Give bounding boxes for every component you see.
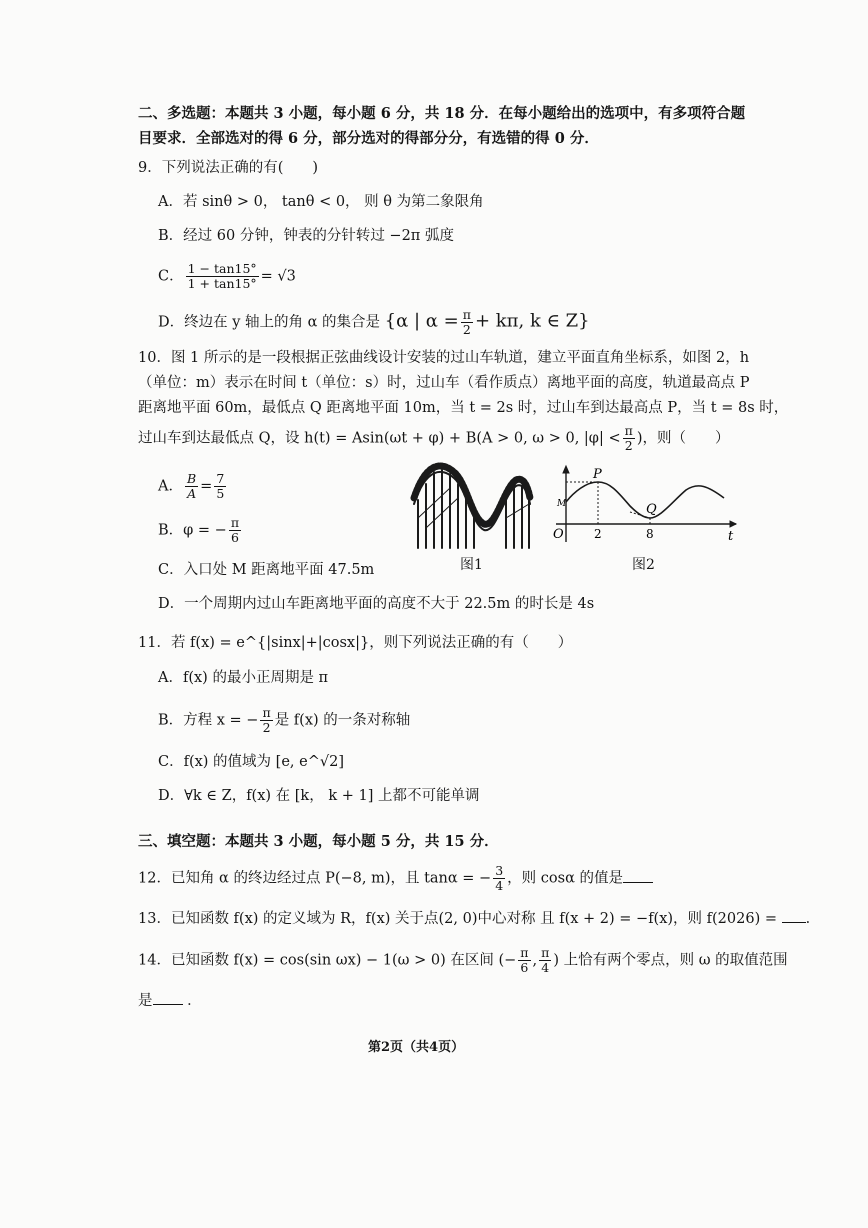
figure1-caption: 图1 [460, 557, 483, 573]
figure2-label-m: M [557, 499, 567, 509]
figure2-tick-2: 2 [594, 527, 602, 541]
q10-option-c: C．入口处 M 距离地平面 47.5m [158, 562, 375, 578]
q14-line1: 14．已知函数 f(x) = cos(sin ωx) − 1(ω > 0) 在区间 (− $\frac{\pi}{6}$ , $\frac{\pi}{4}$ ) 上恰有两个零点，则 ω 的取值范围 [138, 945, 788, 975]
q11-option-a: A．f(x) 的最小正周期是 π [158, 670, 329, 686]
q10-option-d: D．一个周期内过山车距离地平面的高度不大于 22.5m 的时长是 4s [158, 596, 595, 612]
q9-option-a: A．若 sinθ > 0， tanθ < 0， 则 θ 为第二象限角 [158, 194, 484, 210]
section-2-header-line2: 目要求．全部选对的得 6 分，部分选对的得部分分，有选错的得 0 分． [138, 130, 599, 147]
q10-line4: 过山车到达最低点 Q，设 h(t) = Asin(ωt + φ) + B(A > 0, ω > 0, |φ| < $\frac{\pi}{2}$ )，则（ ） [138, 423, 730, 453]
figure2-caption: 图2 [632, 557, 655, 573]
figure2-label-p: P [593, 467, 602, 482]
figure2-label-o: O [553, 527, 564, 542]
section-2-header-line1: 二、多选题：本题共 3 小题，每小题 6 分，共 18 分．在每小题给出的选项中，有多项符合题 [138, 105, 746, 122]
q11-option-c: C．f(x) 的值域为 [e, e^√2] [158, 754, 344, 770]
q11-option-d: D．∀k ∈ Z，f(x) 在 [k， k + 1] 上都不可能单调 [158, 788, 480, 804]
figure2-label-q: Q [646, 502, 657, 517]
q9-option-d: D．终边在 y 轴上的角 α 的集合是 {α | α = $\frac{\pi}{2}$ + kπ, k ∈ Z} [158, 307, 590, 337]
figure2-tick-8: 8 [646, 527, 654, 541]
q9-c-fraction: $\frac{1 - \tan 15^\circ}{1 + \tan 15^\circ}$ [187, 261, 257, 291]
section-3-header: 三、填空题：本题共 3 小题，每小题 5 分，共 15 分． [138, 833, 499, 850]
q9-option-b: B．经过 60 分钟，钟表的分针转过 −2π 弧度 [158, 228, 454, 244]
q14-answer-blank [153, 990, 183, 1005]
figure2-axis-t: t [728, 529, 734, 544]
q9-stem: 9．下列说法正确的有( ) [138, 160, 319, 176]
q10-option-b: B．φ = − $\frac{\pi}{6}$ [158, 515, 240, 545]
q12: 12．已知角 α 的终边经过点 P(−8, m)，且 tanα = − $\frac{3}{4}$ ，则 cosα 的值是 [138, 864, 653, 893]
q10-line3: 距离地平面 60m，最低点 Q 距离地平面 10m，当 t = 2s 时，过山车到达最高点 P，当 t = 8s 时， [138, 400, 789, 416]
q13-answer-blank [782, 908, 806, 923]
q12-answer-blank [623, 868, 653, 883]
figure1-roller-coaster-image [408, 458, 534, 550]
q10-line1: 10．图 1 所示的是一段根据正弦曲线设计安装的过山车轨道，建立平面直角坐标系，如图 2，h [138, 350, 750, 366]
q13: 13．已知函数 f(x) 的定义域为 R，f(x) 关于点(2, 0)中心对称 且 f(x + 2) = −f(x)，则 f(2026) = ． [138, 908, 820, 929]
q9-option-c: C． $\frac{1 - \tan 15^\circ}{1 + \tan 15^\circ}$ = √3 [158, 261, 296, 291]
q14-line2: 是 ． [138, 990, 202, 1011]
q10-line2: （单位：m）表示在时间 t（单位：s）时，过山车（看作质点）离地平面的高度，轨道最高点 P [138, 375, 750, 391]
q11-stem: 11．若 f(x) = e^{|sinx|+|cosx|}，则下列说法正确的有（ ） [138, 635, 573, 651]
q10-option-a: A． $\frac{B}{A}$ = $\frac{7}{5}$ [158, 471, 225, 501]
q11-option-b: B．方程 x = − $\frac{\pi}{2}$ 是 f(x) 的一条对称轴 [158, 705, 411, 735]
page-footer: 第2页（共4页） [368, 1040, 465, 1055]
figure2-sine-graph [548, 462, 744, 548]
